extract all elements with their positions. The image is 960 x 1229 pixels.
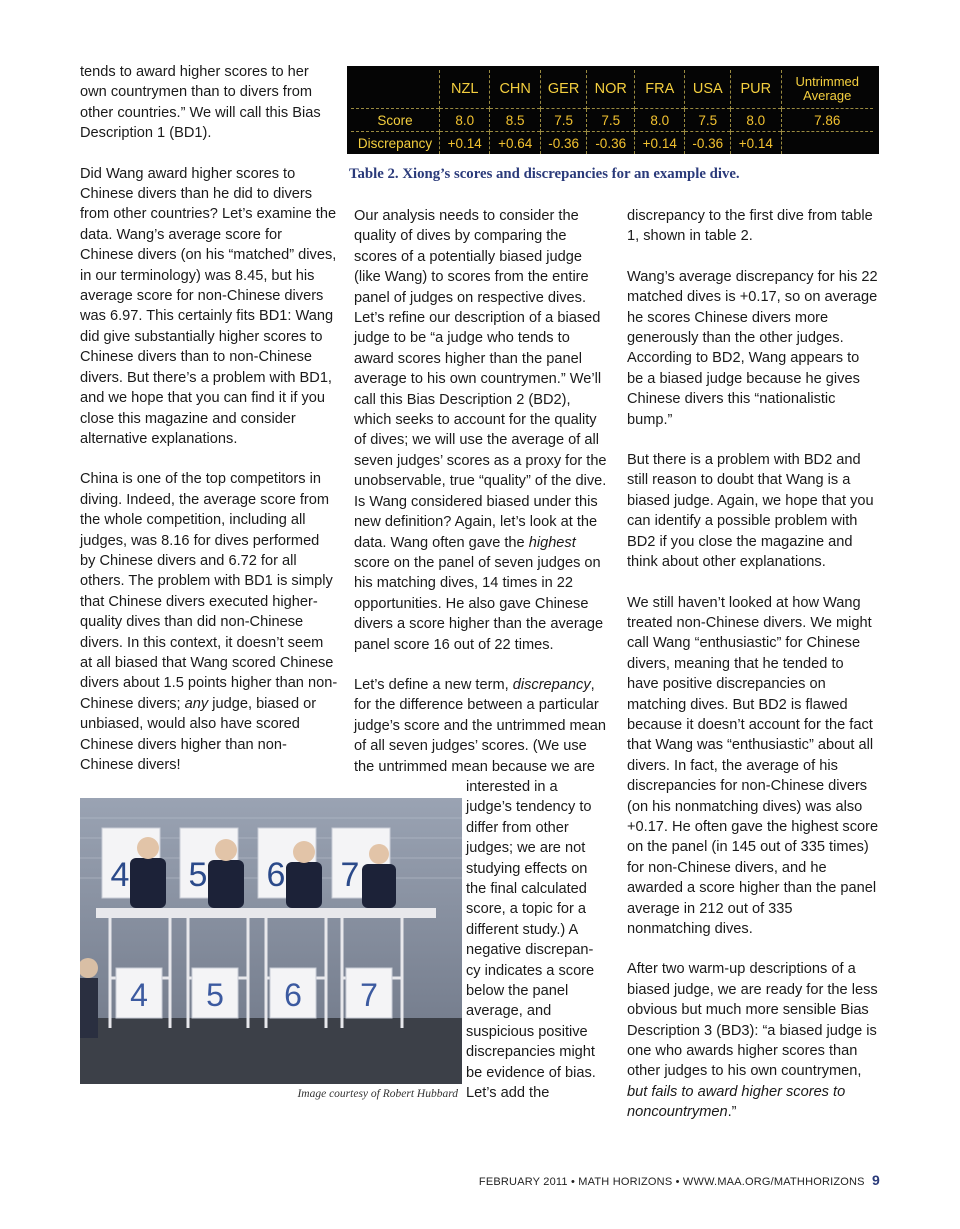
discrepancy-cell: +0.14 — [440, 132, 490, 155]
text-run: , for the difference between a particular judge’s score and the untrimmed mean of all seven judges’ scores. (We use the untrimmed mean because we are — [354, 676, 607, 775]
paragraph: We still haven’t looked at how Wang treated non-Chinese divers. We might call Wang “enthusiastic” for Chinese divers, meaning that he tended to have positive discrepancies on matching dives. But BD2 is flawed because it doesn’t account for the fact that Wang was “enthusiastic” about all divers. In fact, the average of his discrepancies for non-Chinese divers (on his nonmatching dives) was also +0.17. He often gave the highest score on the panel (in 145 out of 335 times) for non-Chinese divers, and he awarded a score higher than the panel average in 212 out of 335 nonmatching dives. — [627, 594, 879, 937]
score-row — [351, 109, 873, 132]
page-number: 9 — [872, 1172, 880, 1188]
discrepancy-cell: -0.36 — [685, 132, 731, 155]
table-header-row — [351, 70, 873, 109]
footer-text: FEBRUARY 2011 • MATH HORIZONS • WWW.MAA.ORG/MATHHORIZONS — [478, 1176, 865, 1188]
header-ger: GER — [540, 70, 587, 109]
text-run: China is one of the top competitors in diving. Indeed, the average score from the whole competition, including all judges, was 8.16 for dives performed by Chinese divers and 6.72 for all others. The problem with BD1 is simply that Chinese divers executed higher-quality dives than did non-Chinese divers. In this context, it doesn’t seem at all biased that Wang scored Chinese divers about 1.5 points higher than non-Chinese divers; — [80, 471, 338, 712]
header-nor: NOR — [587, 70, 635, 109]
score-cell: 8.5 — [490, 109, 540, 132]
paragraph: discrepancy to the first dive from table 1, shown in table 2. — [627, 208, 873, 245]
paragraph — [354, 206, 610, 655]
judges-photo — [80, 798, 462, 1084]
discrepancy-cell: +0.64 — [490, 132, 540, 155]
text-run: .” — [727, 1104, 737, 1121]
text-run: Our analysis needs to consider the quality of dives by comparing the scores of a potentially biased judge (like Wang) to scores from the entire panel of judges on respective dives. Let’s refine our description of a biased judge to be “a judge who tends to award scores higher than the panel average to his own countrymen.” We’ll call this Bias Description 2 (BD2), which seeks to account for the quality of dives; we will use the average of all seven judges’ scores as a proxy for the unobservable, true “quality” of the dive. Is Wang considered biased under this new definition? Again, let’s look at the data. Wang often gave the — [354, 208, 607, 551]
photo-credit: Image courtesy of Robert Hubbard — [297, 1088, 458, 1100]
header-usa: USA — [685, 70, 731, 109]
score-row-label: Score — [351, 109, 440, 132]
discrepancy-row — [351, 132, 873, 155]
header-pur: PUR — [731, 70, 781, 109]
judge-number-bottom: 6 — [284, 977, 302, 1013]
emphasis: but fails to award higher scores to noncountrymen — [627, 1083, 846, 1121]
judge-number-top: 6 — [266, 856, 286, 894]
score-cell: 8.0 — [731, 109, 781, 132]
score-cell: 8.0 — [440, 109, 490, 132]
judge-number-bottom: 7 — [360, 977, 378, 1013]
text-run: score on the panel of seven judges on his matching dives, 14 times in 22 opportunities. He also gave Chinese divers a score higher than the average panel score 16 out of 22 times. — [354, 554, 604, 653]
untrimmed-average-cell: 7.86 — [781, 109, 873, 132]
judge-number-top: 5 — [188, 856, 208, 894]
judge-number-top: 7 — [340, 856, 360, 894]
header-chn: CHN — [490, 70, 540, 109]
emphasis: highest — [528, 534, 576, 551]
column-1 — [80, 62, 338, 775]
header-untrimmed-line1: Untrimmed — [795, 74, 860, 89]
paragraph — [80, 469, 338, 775]
score-cell: 7.5 — [685, 109, 731, 132]
judges-illustration — [80, 798, 462, 1084]
header-untrimmed-average — [781, 70, 873, 109]
judge-number-bottom: 4 — [130, 977, 148, 1013]
text-run: Let’s define a new term, — [354, 676, 509, 693]
discrepancy-cell: -0.36 — [587, 132, 635, 155]
header-fra: FRA — [635, 70, 685, 109]
discrepancy-cell: +0.14 — [635, 132, 685, 155]
paragraph: Did Wang award higher scores to Chinese divers than he did to divers from other countries? Let’s examine the data. Wang’s average score for Chinese divers (on his “matched” dives, in our terminology) was 8.45, but his average score for non-Chinese divers was 6.97. This certainly fits BD1: Wang did give substantially higher scores to Chinese divers than to non-Chinese divers. But there’s a problem with BD1, and we hope that you can find it if you close this magazine and consider alternative explanations. — [80, 165, 337, 447]
score-table — [347, 66, 879, 154]
discrepancy-row-label: Discrepancy — [351, 132, 440, 155]
page-footer — [479, 1172, 880, 1188]
score-cell: 8.0 — [635, 109, 685, 132]
paragraph — [627, 959, 879, 1122]
header-nzl: NZL — [440, 70, 490, 109]
score-cell: 7.5 — [587, 109, 635, 132]
table-caption: Table 2. Xiong’s scores and discrepancies for an example dive. — [349, 166, 740, 182]
judge-number-bottom: 5 — [206, 977, 224, 1013]
header-untrimmed-line2: Average — [803, 88, 852, 103]
text-run: judge, biased or unbiased, would also have scored Chinese divers higher than non-Chinese divers! — [80, 695, 317, 773]
text-run: After two warm-up descriptions of a biased judge, we are ready for the less obvious but much more sensible Bias Description 3 (BD3): “a biased judge is one who awards higher scores than other judges to his own countrymen, — [627, 961, 878, 1080]
column-3 — [627, 206, 879, 1123]
paragraph-wrapped: interested in a judge’s tendency to differ from other judges; we are not studying effects on the final calculated score, a topic for a different study.) A negative discrepan-cy indicates a score below the panel average, and suspicious positive discrepancies might be evidence of bias. Let’s add the — [466, 778, 596, 1102]
paragraph: But there is a problem with BD2 and still reason to doubt that Wang is a biased judge. Again, we hope that you can identify a possible problem with BD2 if you close the magazine and think about other explanations. — [627, 452, 874, 571]
table-corner-cell — [351, 70, 440, 109]
paragraph — [354, 675, 610, 777]
emphasis: discrepancy — [512, 676, 591, 693]
paragraph: Wang’s average discrepancy for his 22 matched dives is +0.17, so on average he scores Chinese divers more generously than the other judges. According to BD2, Wang appears to be a biased judge because he gives Chinese divers this “nationalistic bump.” — [627, 268, 878, 428]
discrepancy-cell: -0.36 — [540, 132, 587, 155]
score-cell: 7.5 — [540, 109, 587, 132]
discrepancy-cell: +0.14 — [731, 132, 781, 155]
emphasis: any — [184, 695, 209, 712]
empty-cell — [781, 132, 873, 155]
judge-number-top: 4 — [110, 856, 130, 894]
paragraph: tends to award higher scores to her own countrymen than to divers from other countries.” We will call this Bias Description 1 (BD1). — [80, 64, 321, 142]
